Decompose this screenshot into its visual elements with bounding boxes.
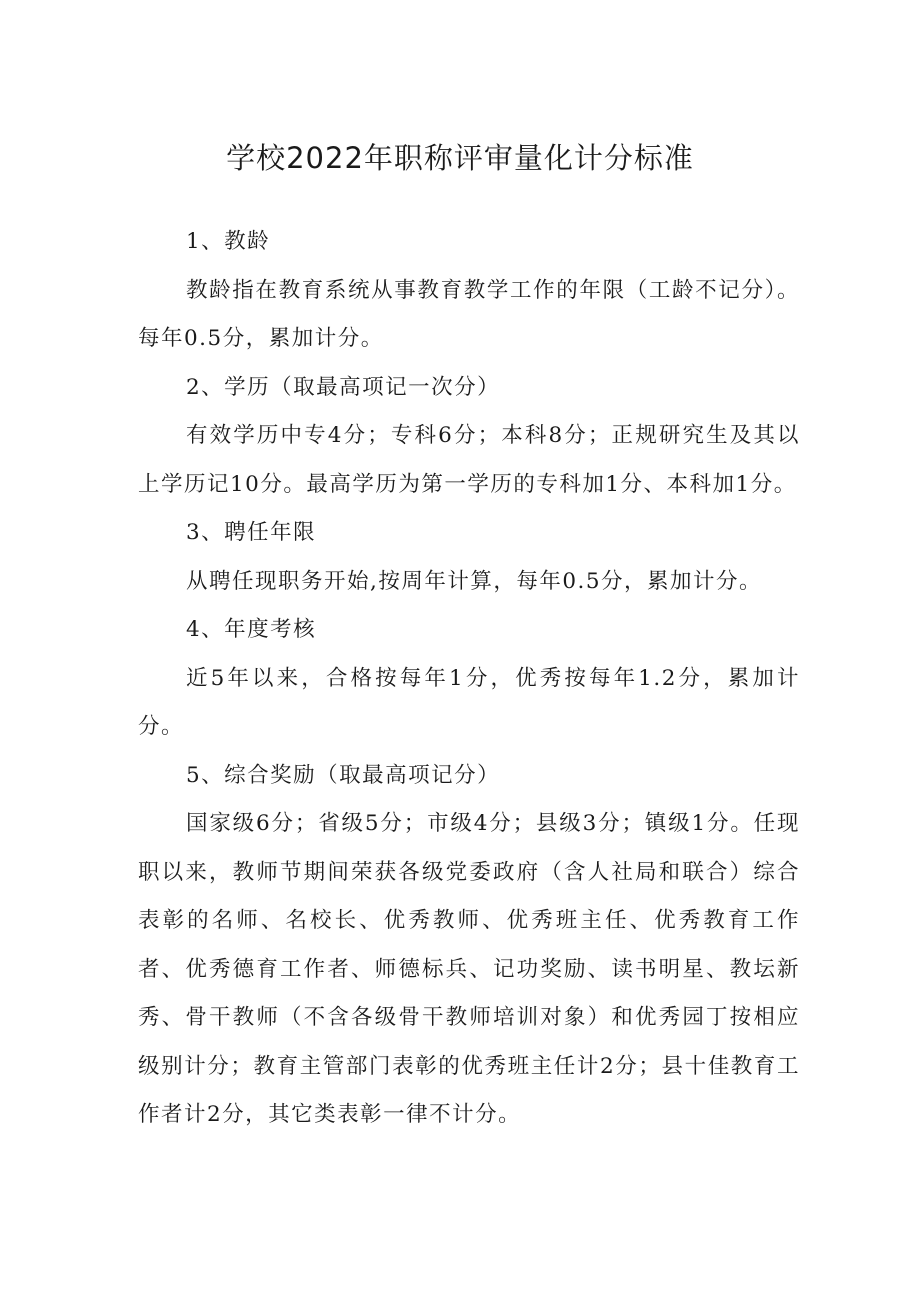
- section-paragraph-teaching-age: 教龄指在教育系统从事教育教学工作的年限（工龄不记分）。每年0.5分，累加计分。: [138, 277, 800, 351]
- section-paragraph-annual-assessment: 近5年以来，合格按每年1分，优秀按每年1.2分，累加计分。: [138, 665, 800, 739]
- section-heading-teaching-age: 1、教龄: [186, 229, 271, 254]
- section-heading-appointment-years: 3、聘任年限: [186, 520, 317, 545]
- section-paragraph-education: 有效学历中专4分；专科6分；本科8分；正规研究生及其以上学历记10分。最高学历为第一学历的专科加1分、本科加1分。: [138, 423, 800, 497]
- document-title: 学校2022年职称评审量化计分标准: [226, 141, 694, 175]
- section-paragraph-appointment-years: 从聘任现职务开始,按周年计算，每年0.5分，累加计分。: [186, 568, 763, 594]
- section-heading-awards: 5、综合奖励（取最高项记分）: [186, 762, 501, 788]
- section-heading-annual-assessment: 4、年度考核: [186, 617, 317, 642]
- section-heading-education: 2、学历（取最高项记一次分）: [186, 374, 501, 400]
- section-paragraph-awards: 国家级6分；省级5分；市级4分；县级3分；镇级1分。任现职以来，教师节期间荣获各级党委政府（含人社局和联合）综合表彰的名师、名校长、优秀教师、优秀班主任、优秀教育工作者、优秀德育工作者、师德标兵、记功奖励、读书明星、教坛新秀、骨干教师（不含各级骨干教师培训对象）和优秀园丁按相应级别计分；教育主管部门表彰的优秀班主任计2分；县十佳教育工作者计2分，其它类表彰一律不计分。: [138, 811, 800, 1127]
- document-body: [138, 218, 800, 1140]
